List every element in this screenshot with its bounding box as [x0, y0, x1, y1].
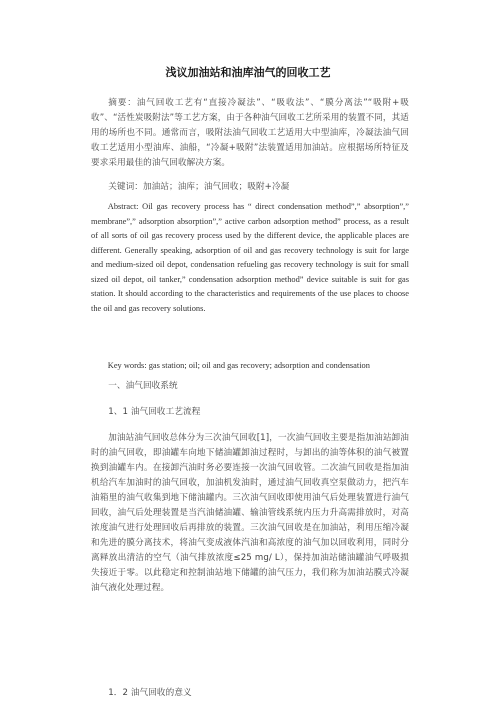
abstract-cn-block	[91, 96, 409, 171]
keywords-cn: 关键词：加油站；油库；油气回收；吸附+冷凝	[108, 182, 290, 192]
abstract-cn: 摘要：油气回收工艺有“直接冷凝法”、“吸收法”、“膜分离法”“吸附+吸收”、“活性炭吸附法”等工艺方案，由于各种油气回收工艺所采用的装置不同，其适用的场所也不同。通常而言，吸附法油气回收工艺适用大中型油库，冷凝法油气回收工艺适用小型油库、油船，“冷凝+吸附”法装置适用加油站。应根据场所特征及要求采用最佳的油气回收解决方案。	[91, 98, 409, 168]
section-1-heading-block	[91, 379, 409, 394]
section-1-1-heading-block	[91, 405, 409, 420]
body-1-1-block	[91, 431, 409, 596]
section-1-2-heading-block	[91, 686, 409, 701]
abstract-en-block	[91, 200, 409, 316]
keywords-en: Key words: gas station; oil; oil and gas recovery; adsorption and condensation	[107, 361, 370, 370]
body-1-1: 加油站油气回收总体分为三次油气回收[1]，一次油气回收主要是指加油站卸油时的油气回收，即油罐车向地下储油罐卸油过程时，与卸出的油等体积的油气被置换到油罐车内。在接卸汽油时务必要连接一次油气回收管。二次油气回收是指加油机给汽车加油时的油气回收，加油机发油时，通过油气回收真空泵做动力，把汽车油箱里的油气收集到地下储油罐内。三次油气回收即使用油气后处理装置进行油气回收，油气后处理装置是当汽油储油罐、输油管线系统内压力升高需排放时，对高浓度油气进行处理回收后再排放的装置。三次油气回收是在加油站，利用压缩冷凝和先进的膜分离技术，将油气变成液体汽油和高浓度的油气加以回收利用，同时分离释放出清洁的空气（油气排放浓度≤25 mg/ L），保持加油站储油罐油气呼吸损失接近于零。以此稳定和控制油站地下储罐的油气压力，我们称为加油站膜式冷凝油气液化处理过程。	[91, 433, 409, 593]
section-1-1-heading: 1、1 油气回收工艺流程	[108, 407, 201, 417]
section-1-heading: 一、油气回收系统	[108, 381, 178, 391]
keywords-cn-block	[91, 180, 409, 195]
abstract-en: Abstract: Oil gas recovery process has “ direct condensation method”,” absorption”,” membrane”,” adsorption absorption”,” active carbon adsorption method” process, as a result of all sorts of oil gas recovery process used by the different device, the applicable places are different. Generally speaking, adsorption of oil and gas recovery technology is suit for large and medium-sized oil depot, condensation refueling gas recovery technology is suit for small sized oil depot, oil tanker,” condensation adsorption method” device suitable is suit for gas station. It should according to the characteristics and requirements of the use places to choose the oil and gas recovery solutions.	[91, 202, 409, 313]
section-1-2-heading: 1．2 油气回收的意义	[108, 688, 192, 698]
keywords-en-block	[91, 359, 409, 374]
document-title: 浅议加油站和油库油气的回收工艺	[165, 66, 331, 79]
